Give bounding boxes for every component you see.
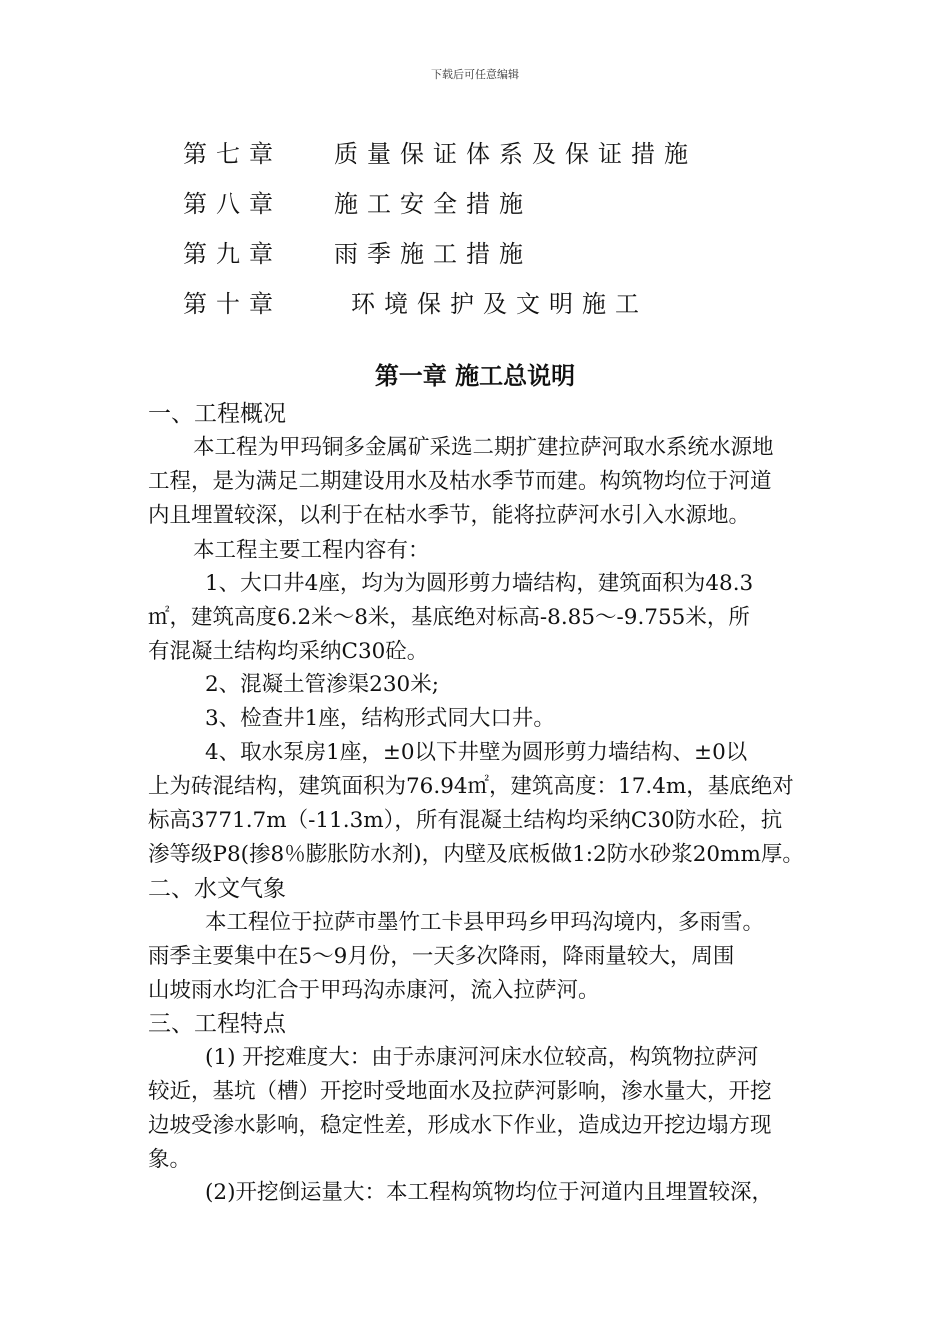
section-heading: 一、工程概况 xyxy=(148,401,286,427)
chapter-title: 第一章 施工总说明 xyxy=(374,361,576,390)
toc-chapter-title: 质量保证体系及保证措施 xyxy=(334,140,697,168)
paragraph-line: 渗等级P8(掺8％膨胀防水剂)，内壁及底板做1:2防水砂浆20mm厚。 xyxy=(148,842,804,867)
paragraph-line: 山坡雨水均汇合于甲玛沟赤康河，流入拉萨河。 xyxy=(148,978,600,1003)
toc-chapter-number: 第七章 xyxy=(183,140,282,168)
paragraph-line: 2、混凝土管渗渠230米; xyxy=(205,672,439,697)
paragraph-line: 本工程为甲玛铜多金属矿采选二期扩建拉萨河取水系统水源地 xyxy=(193,435,774,460)
section-heading: 二、水文气象 xyxy=(148,876,286,902)
paragraph-line: 1、大口井4座，均为为圆形剪力墙结构，建筑面积为48.3 xyxy=(205,571,754,596)
paragraph-line: 3、检查井1座，结构形式同大口井。 xyxy=(205,706,555,731)
paragraph-line: 边坡受渗水影响，稳定性差，形成水下作业，造成边开挖边塌方现 xyxy=(148,1113,772,1138)
toc-chapter-title: 施工安全措施 xyxy=(334,190,532,218)
toc-chapter-number: 第九章 xyxy=(183,240,282,268)
paragraph-line: 有混凝土结构均采纳C30砼。 xyxy=(148,639,429,664)
paragraph-line: 内且埋置较深，以利于在枯水季节，能将拉萨河水引入水源地。 xyxy=(148,503,751,528)
paragraph-line: 较近，基坑（槽）开挖时受地面水及拉萨河影响，渗水量大，开挖 xyxy=(148,1079,772,1104)
paragraph-line: 本工程位于拉萨市墨竹工卡县甲玛乡甲玛沟境内，多雨雪。 xyxy=(205,910,765,935)
paragraph-line: 雨季主要集中在5～9月份，一天多次降雨，降雨量较大，周围 xyxy=(148,944,735,969)
toc-chapter-number: 第八章 xyxy=(183,190,282,218)
paragraph-line: 本工程主要工程内容有： xyxy=(193,538,430,563)
page-header: 下载后可任意编辑 xyxy=(431,68,519,81)
paragraph-line: 4、取水泵房1座，±0以下井壁为圆形剪力墙结构、±0以 xyxy=(205,740,748,765)
paragraph-line: 标高3771.7m（-11.3m），所有混凝土结构均采纳C30防水砼，抗 xyxy=(148,808,783,833)
toc-chapter-title: 雨季施工措施 xyxy=(334,240,532,268)
section-heading: 三、工程特点 xyxy=(148,1011,286,1037)
paragraph-line: (2)开挖倒运量大：本工程构筑物均位于河道内且埋置较深， xyxy=(205,1180,773,1205)
paragraph-line: 工程，是为满足二期建设用水及枯水季节而建。构筑物均位于河道 xyxy=(148,469,772,494)
toc-chapter-number: 第十章 xyxy=(183,290,282,318)
paragraph-line: (1) 开挖难度大：由于赤康河河床水位较高，构筑物拉萨河 xyxy=(205,1045,759,1070)
paragraph-line: 象。 xyxy=(148,1147,192,1172)
paragraph-line: 上为砖混结构，建筑面积为76.94㎡，建筑高度：17.4m，基底绝对 xyxy=(148,774,794,799)
paragraph-line: ㎡，建筑高度6.2米～8米，基底绝对标高-8.85～-9.755米，所 xyxy=(148,605,750,630)
toc-chapter-title: 环境保护及文明施工 xyxy=(351,290,648,318)
